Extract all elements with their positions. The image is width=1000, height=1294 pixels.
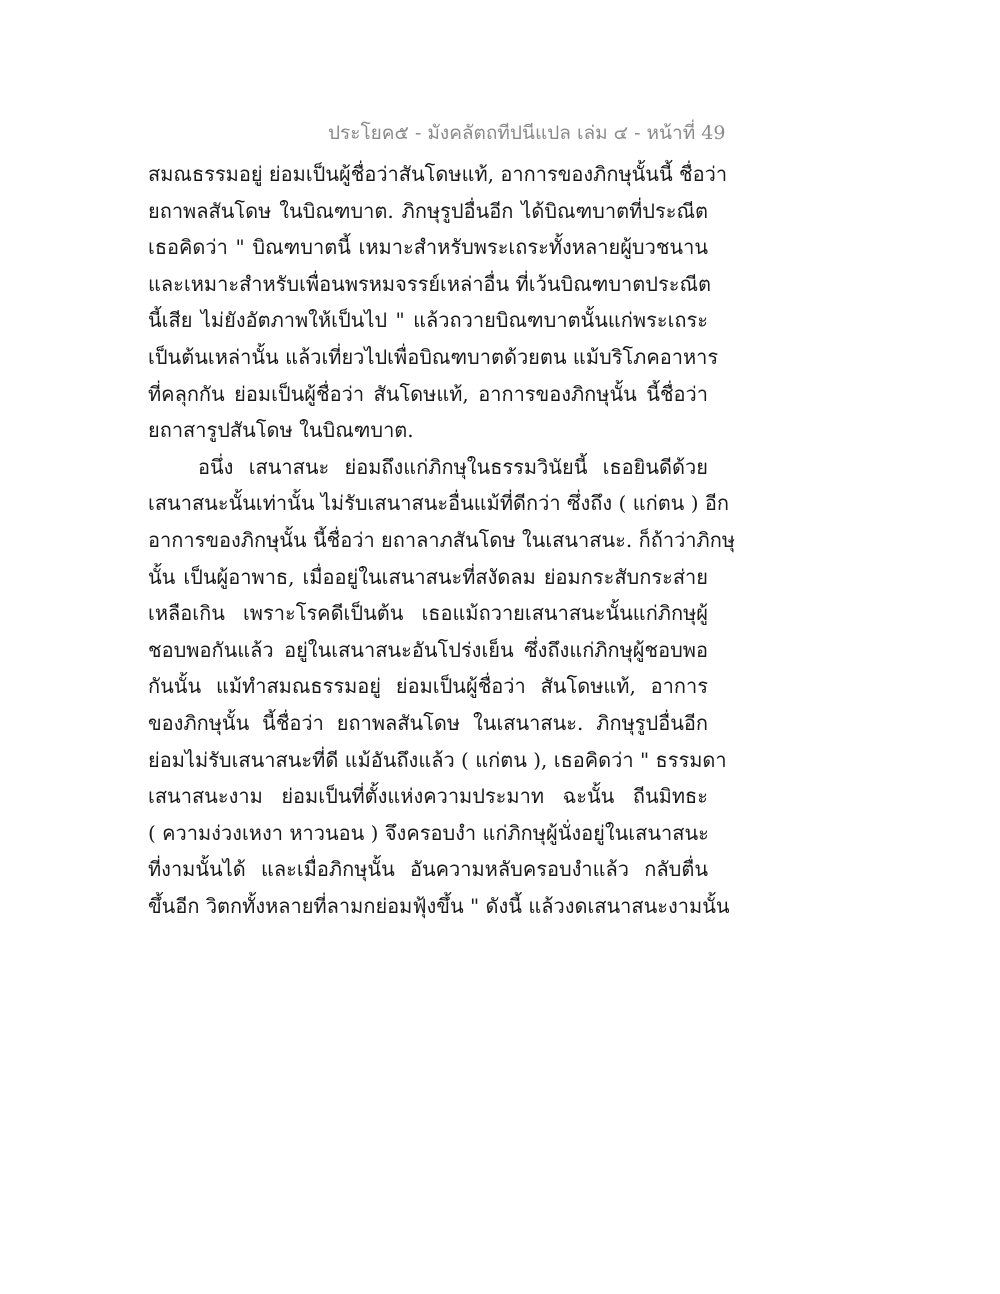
paragraph-start-line: อนึ่ง เสนาสนะ ย่อมถึงแก่ภิกษุในธรรมวินัยนี้ เธอยินดีด้วย (198, 454, 708, 479)
text-line: เป็นต้นเหล่านั้น แล้วเที่ยวไปเพื่อบิณฑบาตด้วยตน แม้บริโภคอาหาร (148, 344, 719, 369)
text-line: กันนั้น แม้ทำสมณธรรมอยู่ ย่อมเป็นผู้ชื่อว่า สันโดษแท้, อาการ (148, 674, 708, 699)
text-line: นี้เสีย ไม่ยังอัตภาพให้เป็นไป " แล้วถวายบิณฑบาตนั้นแก่พระเถระ (148, 308, 708, 333)
text-line: และเหมาะสำหรับเพื่อนพรหมจรรย์เหล่าอื่น ที่เว้นบิณฑบาตประณีต (148, 271, 711, 296)
text-line: ที่คลุกกัน ย่อมเป็นผู้ชื่อว่า สันโดษแท้, อาการของภิกษุนั้น นี้ชื่อว่า (148, 381, 708, 406)
text-line: ขึ้นอีก วิตกทั้งหลายที่ลามกย่อมฟุ้งขึ้น " ดังนี้ แล้วงดเสนาสนะงามนั้น (148, 893, 730, 918)
body-text (148, 156, 736, 924)
running-header: ประโยค๕ - มังคลัตถทีปนีแปล เล่ม ๔ - หน้าที่ 49 (328, 122, 726, 144)
text-line: นั้น เป็นผู้อาพาธ, เมื่ออยู่ในเสนาสนะที่สงัดลม ย่อมกระสับกระส่าย (148, 564, 708, 589)
text-line: ที่งามนั้นได้ และเมื่อภิกษุนั้น อันความหลับครอบงำแล้ว กลับตื่น (148, 857, 708, 882)
text-line: ยถาพลสันโดษ ในบิณฑบาต. ภิกษุรูปอื่นอีก ได้บิณฑบาตที่ประณีต (148, 198, 708, 223)
text-line: ของภิกษุนั้น นี้ชื่อว่า ยถาพลสันโดษ ในเสนาสนะ. ภิกษุรูปอื่นอีก (148, 710, 708, 735)
text-line: อาการของภิกษุนั้น นี้ชื่อว่า ยถาลาภสันโดษ ในเสนาสนะ. ก็ถ้าว่าภิกษุ (148, 527, 736, 552)
text-line: ชอบพอกันแล้ว อยู่ในเสนาสนะอันโปร่งเย็น ซึ่งถึงแก่ภิกษุผู้ชอบพอ (148, 637, 708, 662)
text-line: ยถาสารูปสันโดษ ในบิณฑบาต. (148, 418, 414, 443)
text-line: เธอคิดว่า " บิณฑบาตนี้ เหมาะสำหรับพระเถระทั้งหลายผู้บวชนาน (148, 235, 708, 260)
text-line: เสนาสนะงาม ย่อมเป็นที่ตั้งแห่งความประมาท ฉะนั้น ถีนมิทธะ (148, 784, 708, 809)
text-line: ( ความง่วงเหงา หาวนอน ) จึงครอบงำ แก่ภิกษุผู้นั่งอยู่ในเสนาสนะ (148, 820, 709, 845)
text-line: เหลือเกิน เพราะโรคดีเป็นต้น เธอแม้ถวายเสนาสนะนั้นแก่ภิกษุผู้ (148, 601, 708, 626)
text-line: สมณธรรมอยู่ ย่อมเป็นผู้ชื่อว่าสันโดษแท้, อาการของภิกษุนั้นนี้ ชื่อว่า (148, 162, 728, 186)
text-line: เสนาสนะนั้นเท่านั้น ไม่รับเสนาสนะอื่นแม้ที่ดีกว่า ซึ่งถึง ( แก่ตน ) อีก (148, 491, 729, 516)
text-line: ย่อมไม่รับเสนาสนะที่ดี แม้อันถึงแล้ว ( แก่ตน ), เธอคิดว่า " ธรรมดา (148, 747, 727, 772)
